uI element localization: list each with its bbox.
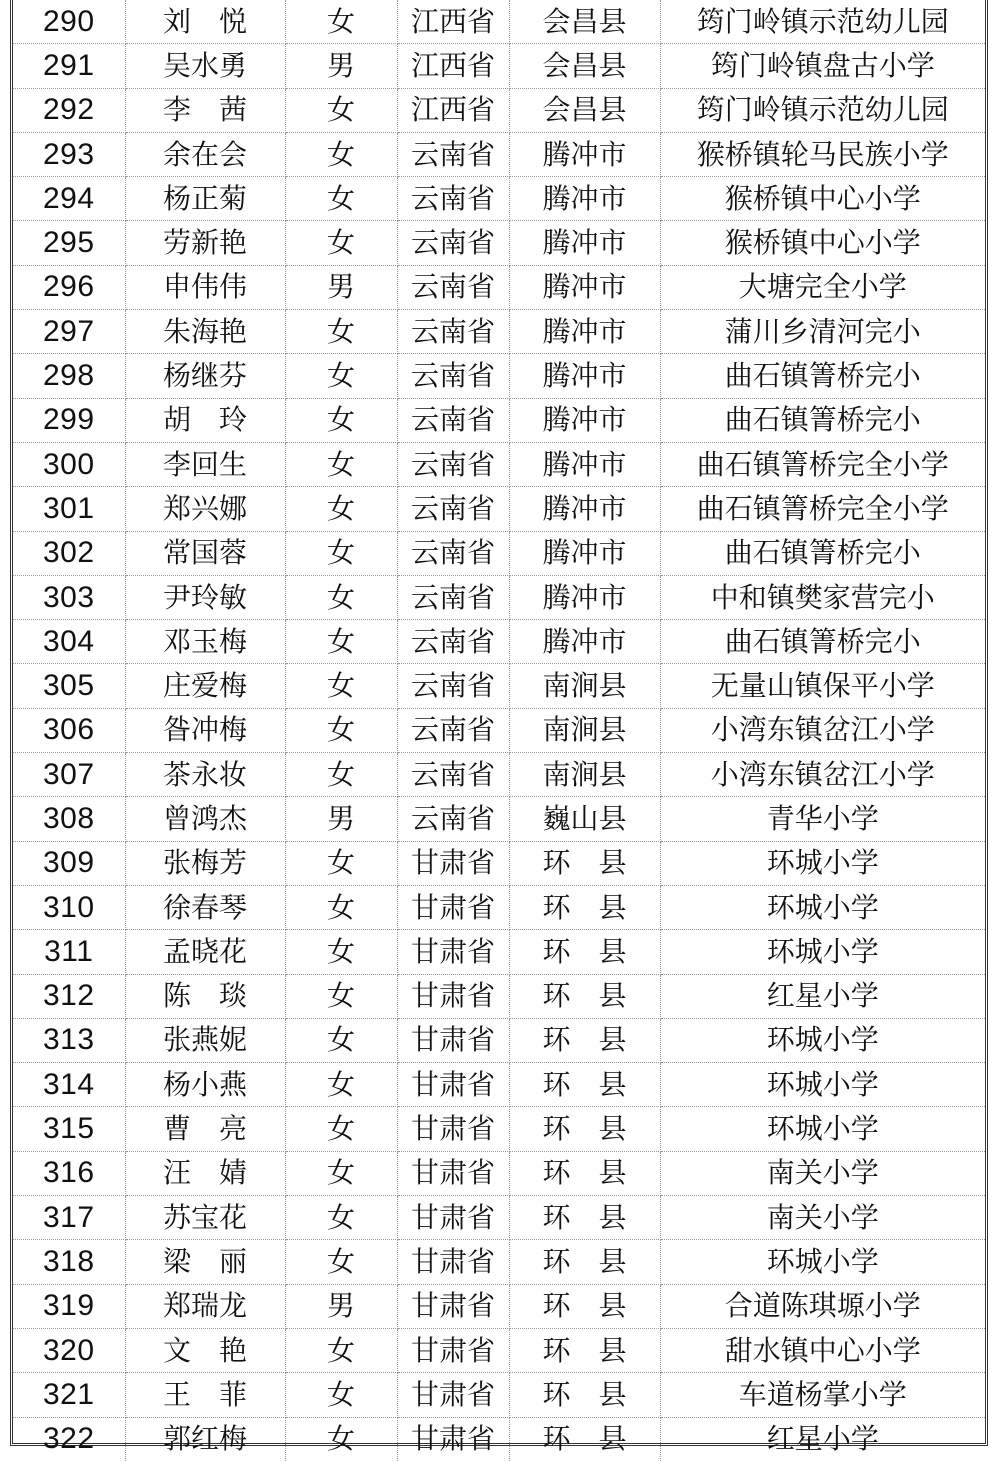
county-cell: 腾冲市 (509, 442, 660, 486)
gender-cell: 女 (285, 1107, 397, 1151)
row-number-cell: 297 (13, 310, 125, 354)
teacher-name-cell: 张燕妮 (125, 1018, 285, 1062)
province-cell: 云南省 (397, 442, 509, 486)
gender-cell: 女 (285, 1240, 397, 1284)
row-number-cell: 290 (13, 0, 125, 44)
school-name-cell: 猴桥镇轮马民族小学 (660, 132, 985, 176)
gender-cell: 女 (285, 1373, 397, 1417)
school-name-cell: 环城小学 (660, 1063, 985, 1107)
school-name-cell: 红星小学 (660, 974, 985, 1018)
county-cell: 腾冲市 (509, 575, 660, 619)
table-row (13, 398, 985, 442)
county-cell: 环 县 (509, 974, 660, 1018)
school-name-cell: 南关小学 (660, 1196, 985, 1240)
county-cell: 会昌县 (509, 0, 660, 44)
county-cell: 环 县 (509, 1063, 660, 1107)
county-cell: 环 县 (509, 1240, 660, 1284)
school-name-cell: 猴桥镇中心小学 (660, 221, 985, 265)
gender-cell: 女 (285, 1196, 397, 1240)
teacher-name-cell: 郑兴娜 (125, 487, 285, 531)
province-cell: 云南省 (397, 221, 509, 265)
row-number-cell: 294 (13, 177, 125, 221)
teacher-name-cell: 常国蓉 (125, 531, 285, 575)
gender-cell: 女 (285, 1151, 397, 1195)
county-cell: 会昌县 (509, 44, 660, 88)
table-row (13, 575, 985, 619)
province-cell: 甘肃省 (397, 841, 509, 885)
school-name-cell: 曲石镇箐桥完全小学 (660, 442, 985, 486)
teacher-name-cell: 张梅芳 (125, 841, 285, 885)
table-row (13, 1196, 985, 1240)
school-name-cell: 环城小学 (660, 930, 985, 974)
school-name-cell: 环城小学 (660, 1018, 985, 1062)
county-cell: 环 县 (509, 1373, 660, 1417)
school-name-cell: 筠门岭镇盘古小学 (660, 44, 985, 88)
gender-cell: 女 (285, 753, 397, 797)
teacher-name-cell: 昝冲梅 (125, 708, 285, 752)
county-cell: 环 县 (509, 930, 660, 974)
row-number-cell: 301 (13, 487, 125, 531)
teacher-name-cell: 文 艳 (125, 1328, 285, 1372)
province-cell: 云南省 (397, 531, 509, 575)
school-name-cell: 环城小学 (660, 1240, 985, 1284)
teacher-name-cell: 汪 婧 (125, 1151, 285, 1195)
school-name-cell: 红星小学 (766, 1422, 879, 1456)
teacher-name-cell: 杨小燕 (125, 1063, 285, 1107)
table-row (13, 1373, 985, 1417)
province-cell: 江西省 (397, 88, 509, 132)
table-row (13, 1107, 985, 1151)
gender-cell: 女 (285, 221, 397, 265)
province-cell: 云南省 (397, 398, 509, 442)
province-cell: 云南省 (397, 797, 509, 841)
school-name-cell: 甜水镇中心小学 (660, 1328, 985, 1372)
roster-sheet (10, 0, 988, 1456)
table-row (13, 753, 985, 797)
province-cell: 云南省 (397, 620, 509, 664)
province-cell: 甘肃省 (397, 930, 509, 974)
county-cell: 腾冲市 (509, 221, 660, 265)
row-number-cell: 302 (13, 531, 125, 575)
school-name-cell: 猴桥镇中心小学 (660, 177, 985, 221)
roster-table (13, 0, 985, 1461)
province-cell: 云南省 (397, 354, 509, 398)
table-row (13, 442, 985, 486)
province-cell: 江西省 (397, 44, 509, 88)
teacher-name-cell: 茶永妆 (125, 753, 285, 797)
province-cell: 云南省 (397, 310, 509, 354)
row-number-cell: 298 (13, 354, 125, 398)
teacher-name-cell: 杨继芬 (125, 354, 285, 398)
teacher-name-cell: 郑瑞龙 (125, 1284, 285, 1328)
row-number-cell: 312 (13, 974, 125, 1018)
gender-cell: 女 (285, 1018, 397, 1062)
county-cell: 环 县 (509, 1196, 660, 1240)
row-number-cell: 320 (13, 1328, 125, 1372)
row-number-cell: 296 (13, 265, 125, 309)
table-row (13, 841, 985, 885)
table-row (13, 797, 985, 841)
table-row (13, 885, 985, 929)
gender-cell: 女 (285, 1328, 397, 1372)
county-cell: 环 县 (509, 1107, 660, 1151)
table-row (13, 44, 985, 88)
gender-cell: 女 (285, 177, 397, 221)
county-cell: 南涧县 (509, 753, 660, 797)
table-row (13, 265, 985, 309)
row-number-cell: 318 (13, 1240, 125, 1284)
province-cell: 甘肃省 (397, 885, 509, 929)
gender-cell: 女 (285, 132, 397, 176)
row-number-cell: 305 (13, 664, 125, 708)
teacher-name-cell: 吴水勇 (125, 44, 285, 88)
row-number-cell: 315 (13, 1107, 125, 1151)
teacher-name-cell: 余在会 (125, 132, 285, 176)
gender-cell: 女 (285, 531, 397, 575)
school-name-cell: 小湾东镇岔江小学 (660, 753, 985, 797)
table-row (13, 930, 985, 974)
school-name-cell: 环城小学 (660, 1107, 985, 1151)
teacher-name-cell: 苏宝花 (125, 1196, 285, 1240)
province-cell: 甘肃省 (397, 974, 509, 1018)
table-row (13, 1018, 985, 1062)
county-cell: 环 县 (509, 1151, 660, 1195)
gender-cell: 女 (285, 974, 397, 1018)
row-number-cell: 310 (13, 885, 125, 929)
row-number-cell: 321 (13, 1373, 125, 1417)
teacher-name-cell: 徐春琴 (125, 885, 285, 929)
province-cell: 甘肃省 (397, 1018, 509, 1062)
gender-cell: 男 (285, 44, 397, 88)
school-name-cell: 曲石镇箐桥完全小学 (660, 487, 985, 531)
school-name-cell: 曲石镇箐桥完小 (660, 620, 985, 664)
table-row (13, 531, 985, 575)
teacher-name-cell: 曾鸿杰 (125, 797, 285, 841)
province-cell: 云南省 (397, 132, 509, 176)
school-name-cell: 环城小学 (660, 885, 985, 929)
gender-cell: 女 (285, 1063, 397, 1107)
teacher-name-cell: 劳新艳 (125, 221, 285, 265)
row-number-cell: 311 (13, 930, 125, 974)
school-name-cell: 车道杨掌小学 (660, 1373, 985, 1417)
row-number-cell: 299 (13, 398, 125, 442)
county-cell: 环 县 (509, 1018, 660, 1062)
row-number-cell: 316 (13, 1151, 125, 1195)
table-row (13, 708, 985, 752)
province-cell: 甘肃省 (397, 1417, 509, 1461)
school-name-cell: 曲石镇箐桥完小 (660, 531, 985, 575)
county-cell: 腾冲市 (509, 620, 660, 664)
gender-cell: 女 (285, 885, 397, 929)
province-cell: 甘肃省 (397, 1063, 509, 1107)
county-cell: 环 县 (509, 885, 660, 929)
row-number-cell: 303 (13, 575, 125, 619)
school-name-cell: 青华小学 (660, 797, 985, 841)
row-number-cell: 322 (13, 1417, 125, 1461)
school-name-cell: 曲石镇箐桥完小 (660, 354, 985, 398)
school-name-cell: 筠门岭镇示范幼儿园 (660, 0, 985, 44)
gender-cell: 女 (285, 354, 397, 398)
teacher-name-cell: 胡 玲 (125, 398, 285, 442)
province-cell: 甘肃省 (397, 1240, 509, 1284)
county-cell: 南涧县 (509, 708, 660, 752)
school-name-cell: 曲石镇箐桥完小 (660, 398, 985, 442)
teacher-name-cell: 李 茜 (125, 88, 285, 132)
province-cell: 甘肃省 (397, 1373, 509, 1417)
row-number-cell: 306 (13, 708, 125, 752)
table-row (13, 1417, 985, 1461)
table-row (13, 974, 985, 1018)
teacher-name-cell: 杨正菊 (125, 177, 285, 221)
table-row (13, 1063, 985, 1107)
gender-cell: 女 (285, 88, 397, 132)
gender-cell: 男 (285, 265, 397, 309)
teacher-name-cell: 尹玲敏 (125, 575, 285, 619)
county-cell: 腾冲市 (509, 177, 660, 221)
county-cell: 腾冲市 (509, 354, 660, 398)
teacher-name-cell: 王 菲 (125, 1373, 285, 1417)
row-number-cell: 295 (13, 221, 125, 265)
county-cell: 腾冲市 (509, 265, 660, 309)
table-row (13, 132, 985, 176)
teacher-name-cell: 申伟伟 (125, 265, 285, 309)
province-cell: 云南省 (397, 708, 509, 752)
county-cell: 腾冲市 (509, 310, 660, 354)
school-name-cell: 蒲川乡清河完小 (660, 310, 985, 354)
table-row (13, 221, 985, 265)
row-number-cell: 292 (13, 88, 125, 132)
gender-cell: 男 (285, 1284, 397, 1328)
row-number-cell: 314 (13, 1063, 125, 1107)
school-name-cell: 小湾东镇岔江小学 (660, 708, 985, 752)
row-number-cell: 291 (13, 44, 125, 88)
row-number-cell: 309 (13, 841, 125, 885)
table-row (13, 664, 985, 708)
gender-cell: 女 (285, 664, 397, 708)
teacher-name-cell: 陈 琰 (125, 974, 285, 1018)
table-row (13, 354, 985, 398)
row-number-cell: 308 (13, 797, 125, 841)
gender-cell: 女 (285, 1417, 397, 1461)
school-name-cell: 合道陈琪塬小学 (660, 1284, 985, 1328)
table-row (13, 88, 985, 132)
county-cell: 南涧县 (509, 664, 660, 708)
teacher-name-cell: 邓玉梅 (125, 620, 285, 664)
county-cell: 腾冲市 (509, 487, 660, 531)
school-name-cell: 大塘完全小学 (660, 265, 985, 309)
county-cell: 环 县 (509, 1328, 660, 1372)
province-cell: 云南省 (397, 753, 509, 797)
table-row (13, 1284, 985, 1328)
province-cell: 云南省 (397, 575, 509, 619)
county-cell: 环 县 (509, 841, 660, 885)
gender-cell: 女 (285, 310, 397, 354)
province-cell: 云南省 (397, 487, 509, 531)
county-cell: 巍山县 (509, 797, 660, 841)
table-row (13, 177, 985, 221)
province-cell: 云南省 (397, 664, 509, 708)
county-cell: 腾冲市 (509, 398, 660, 442)
teacher-name-cell: 刘 悦 (125, 0, 285, 44)
province-cell: 甘肃省 (397, 1151, 509, 1195)
school-name-cell: 中和镇樊家营完小 (660, 575, 985, 619)
gender-cell: 女 (285, 0, 397, 44)
table-row (13, 1328, 985, 1372)
gender-cell: 女 (285, 620, 397, 664)
province-cell: 甘肃省 (397, 1328, 509, 1372)
province-cell: 甘肃省 (397, 1107, 509, 1151)
table-row (13, 620, 985, 664)
province-cell: 甘肃省 (397, 1284, 509, 1328)
gender-cell: 女 (285, 841, 397, 885)
row-number-cell: 317 (13, 1196, 125, 1240)
row-number-cell: 313 (13, 1018, 125, 1062)
teacher-name-cell: 朱海艳 (125, 310, 285, 354)
teacher-name-cell: 孟晓花 (125, 930, 285, 974)
county-cell: 腾冲市 (509, 531, 660, 575)
school-name-cell: 南关小学 (660, 1151, 985, 1195)
table-row (13, 1151, 985, 1195)
school-name-cell: 筠门岭镇示范幼儿园 (660, 88, 985, 132)
school-name-cell: 环城小学 (660, 841, 985, 885)
gender-cell: 女 (285, 487, 397, 531)
county-cell: 环 县 (509, 1417, 660, 1461)
row-number-cell: 300 (13, 442, 125, 486)
table-row (13, 310, 985, 354)
province-cell: 云南省 (397, 177, 509, 221)
teacher-name-cell: 庄爱梅 (125, 664, 285, 708)
province-cell: 云南省 (397, 265, 509, 309)
teacher-name-cell: 梁 丽 (125, 1240, 285, 1284)
school-name-cell: 无量山镇保平小学 (660, 664, 985, 708)
roster-table-body (13, 0, 985, 1461)
table-row (13, 1240, 985, 1284)
table-row (13, 0, 985, 44)
gender-cell: 女 (285, 708, 397, 752)
province-cell: 江西省 (397, 0, 509, 44)
row-number-cell: 293 (13, 132, 125, 176)
gender-cell: 女 (285, 442, 397, 486)
row-number-cell: 304 (13, 620, 125, 664)
table-row (13, 487, 985, 531)
teacher-name-cell: 郭红梅 (125, 1417, 285, 1461)
county-cell: 腾冲市 (509, 132, 660, 176)
county-cell: 会昌县 (509, 88, 660, 132)
row-number-cell: 307 (13, 753, 125, 797)
gender-cell: 女 (285, 575, 397, 619)
county-cell: 环 县 (509, 1284, 660, 1328)
gender-cell: 女 (285, 930, 397, 974)
teacher-name-cell: 曹 亮 (125, 1107, 285, 1151)
row-number-cell: 319 (13, 1284, 125, 1328)
gender-cell: 男 (285, 797, 397, 841)
province-cell: 甘肃省 (397, 1196, 509, 1240)
gender-cell: 女 (285, 398, 397, 442)
teacher-name-cell: 李回生 (125, 442, 285, 486)
